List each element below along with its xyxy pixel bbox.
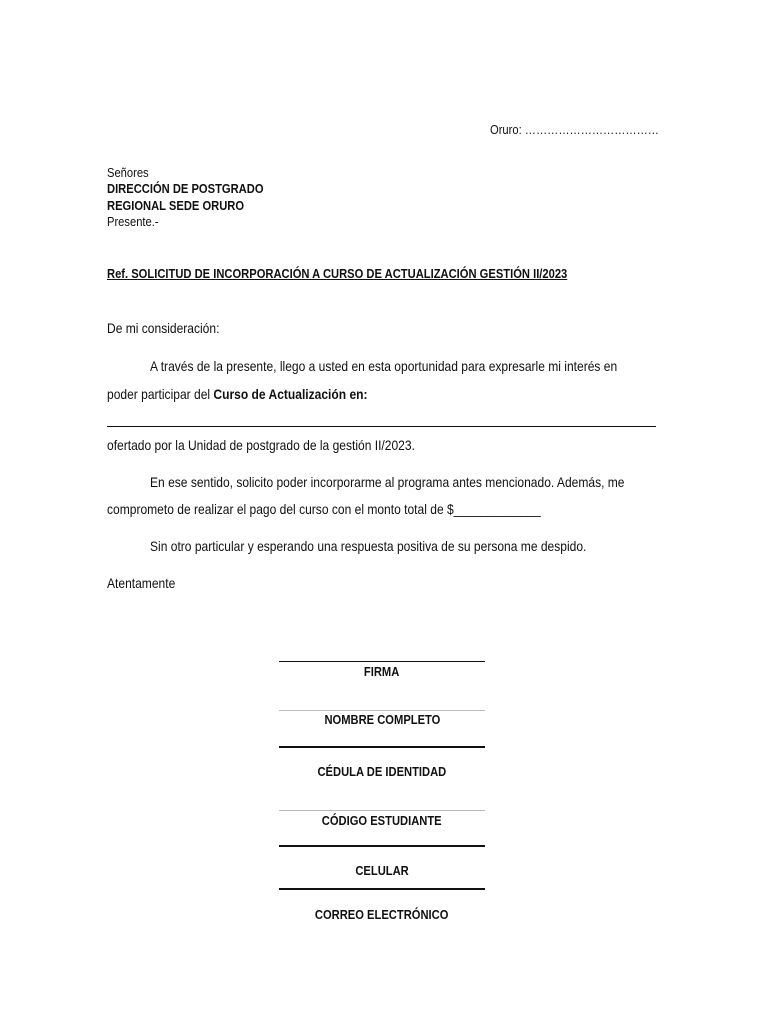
celular-label: CELULAR	[355, 863, 409, 878]
recipient-presente: Presente.-	[107, 214, 159, 229]
id-line	[279, 746, 485, 748]
recipient-line-2: REGIONAL SEDE ORURO	[107, 198, 245, 213]
recipient-line-1: DIRECCIÓN DE POSTGRADO	[107, 181, 264, 196]
reference-line: Ref. SOLICITUD DE INCORPORACIÓN A CURSO DE ACTUALIZACIÓN GESTIÓN II/2023	[107, 266, 568, 281]
codigo-label: CÓDIGO ESTUDIANTE	[322, 813, 442, 828]
course-label: Curso de Actualización en:	[213, 386, 368, 402]
paragraph-1-line-2	[107, 386, 368, 402]
nombre-label: NOMBRE COMPLETO	[324, 712, 440, 727]
phone-line	[279, 845, 485, 847]
paragraph-1-prefix: poder participar del	[107, 386, 214, 402]
closing: Atentamente	[107, 575, 176, 591]
place-date: Oruro: ………………………………	[490, 122, 659, 137]
paragraph-3-line-2: comprometo de realizar el pago del curso con el monto total de $_____________	[107, 501, 541, 517]
student-code-line	[279, 810, 485, 811]
cedula-label: CÉDULA DE IDENTIDAD	[317, 764, 447, 779]
paragraph-3-line-1: En ese sentido, solicito poder incorporarme al programa antes mencionado. Además, me	[150, 474, 625, 490]
name-line	[279, 710, 485, 711]
recipient-salutation: Señores	[107, 165, 149, 180]
paragraph-1-line-1: A través de la presente, llego a usted en esta oportunidad para expresarle mi interés en	[150, 358, 618, 374]
greeting: De mi consideración:	[107, 320, 220, 336]
signature-line	[279, 661, 485, 662]
email-line	[279, 888, 485, 890]
firma-label: FIRMA	[364, 664, 400, 679]
paragraph-2: ofertado por la Unidad de postgrado de la gestión II/2023.	[107, 437, 415, 453]
correo-label: CORREO ELECTRÓNICO	[315, 907, 449, 922]
paragraph-4: Sin otro particular y esperando una respuesta positiva de su persona me despido.	[150, 538, 587, 554]
course-name-blank-line	[107, 426, 656, 427]
